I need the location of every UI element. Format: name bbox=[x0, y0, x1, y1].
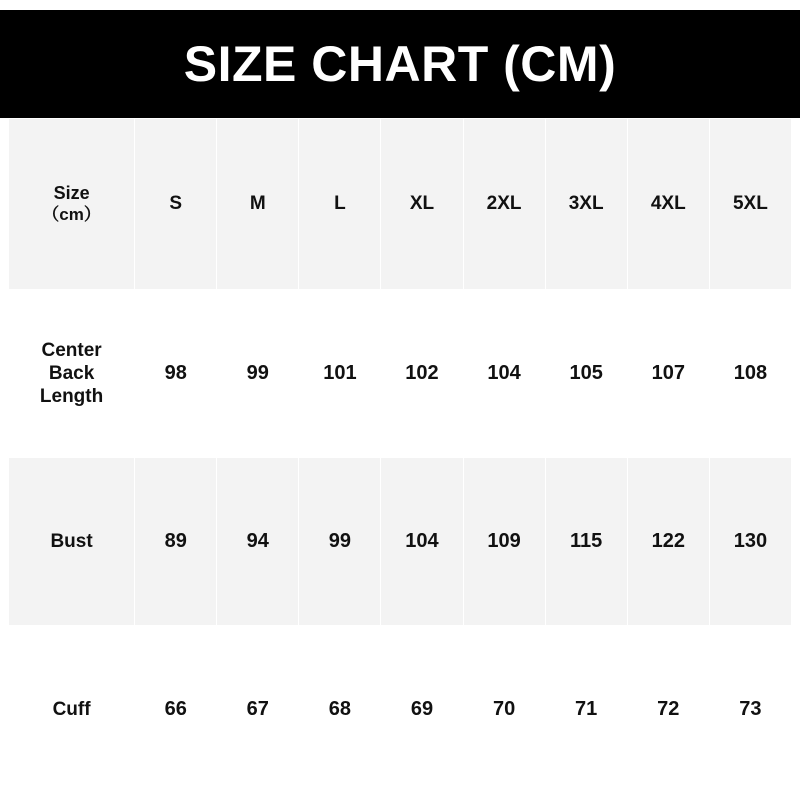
title-bar bbox=[0, 10, 800, 118]
cell-center-back-length-l: 101 bbox=[299, 290, 381, 458]
cell-bust-4xl: 122 bbox=[627, 458, 709, 626]
cell-center-back-length-s: 98 bbox=[135, 290, 217, 458]
table-row bbox=[9, 458, 792, 626]
cell-center-back-length-3xl: 105 bbox=[545, 290, 627, 458]
cell-center-back-length-xl: 102 bbox=[381, 290, 463, 458]
size-chart-table-wrapper bbox=[8, 118, 792, 786]
header-cell-4xl: 4XL bbox=[627, 119, 709, 290]
cell-bust-m: 94 bbox=[217, 458, 299, 626]
row-label-cuff bbox=[9, 626, 135, 794]
cell-center-back-length-2xl: 104 bbox=[463, 290, 545, 458]
cell-bust-3xl: 115 bbox=[545, 458, 627, 626]
row-label-line: Length bbox=[39, 386, 104, 408]
cell-cuff-5xl: 73 bbox=[709, 626, 791, 794]
cell-bust-l: 99 bbox=[299, 458, 381, 626]
row-label-center-back-length bbox=[9, 290, 135, 458]
table-header-row bbox=[9, 119, 792, 290]
header-size-label: Size bbox=[53, 182, 90, 203]
table-row bbox=[9, 290, 792, 458]
header-cell-2xl: 2XL bbox=[463, 119, 545, 290]
row-label-line: Back bbox=[48, 362, 95, 384]
header-cell-l: L bbox=[299, 119, 381, 290]
cell-bust-2xl: 109 bbox=[463, 458, 545, 626]
cell-bust-5xl: 130 bbox=[709, 458, 791, 626]
cell-bust-s: 89 bbox=[135, 458, 217, 626]
cell-cuff-s: 66 bbox=[135, 626, 217, 794]
row-label-line: Center bbox=[41, 339, 102, 361]
cell-cuff-4xl: 72 bbox=[627, 626, 709, 794]
header-cell-size-unit bbox=[9, 119, 135, 290]
cell-cuff-xl: 69 bbox=[381, 626, 463, 794]
cell-cuff-3xl: 71 bbox=[545, 626, 627, 794]
header-cell-5xl: 5XL bbox=[709, 119, 791, 290]
cell-cuff-2xl: 70 bbox=[463, 626, 545, 794]
cell-bust-xl: 104 bbox=[381, 458, 463, 626]
row-label-bust bbox=[9, 458, 135, 626]
cell-cuff-m: 67 bbox=[217, 626, 299, 794]
page-title: SIZE CHART (CM) bbox=[183, 36, 617, 92]
header-cell-xl: XL bbox=[381, 119, 463, 290]
row-label-line: Bust bbox=[50, 530, 93, 552]
row-label-line: Cuff bbox=[52, 698, 91, 720]
header-cell-s: S bbox=[135, 119, 217, 290]
table-row bbox=[9, 626, 792, 794]
cell-center-back-length-4xl: 107 bbox=[627, 290, 709, 458]
cell-cuff-l: 68 bbox=[299, 626, 381, 794]
header-cell-m: M bbox=[217, 119, 299, 290]
size-chart-table bbox=[8, 118, 792, 794]
header-cell-3xl: 3XL bbox=[545, 119, 627, 290]
header-unit-label: （cm） bbox=[42, 204, 101, 224]
cell-center-back-length-m: 99 bbox=[217, 290, 299, 458]
cell-center-back-length-5xl: 108 bbox=[709, 290, 791, 458]
